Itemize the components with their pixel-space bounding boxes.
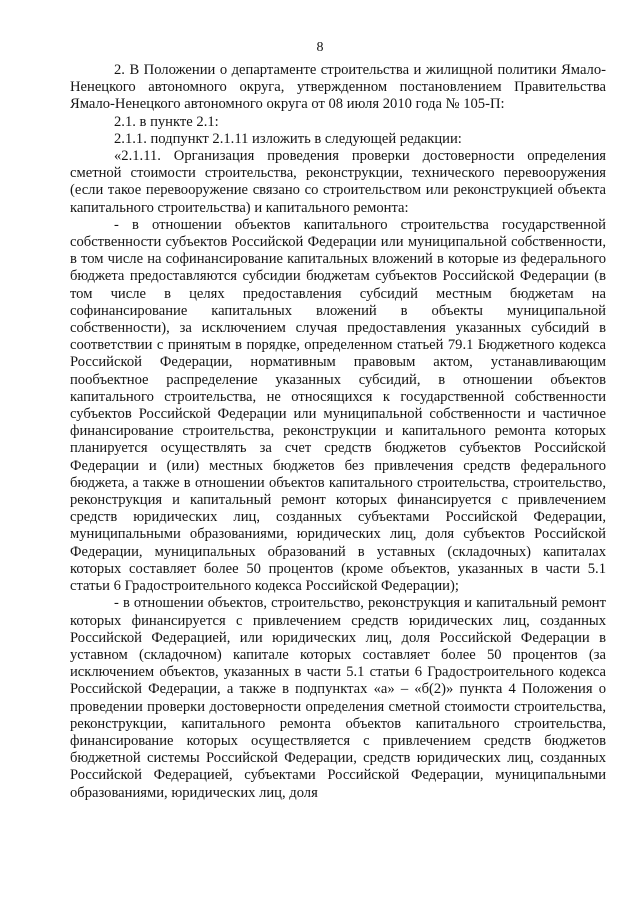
paragraph-bullet-2: - в отношении объектов, строительство, реконструкция и капитальный ремонт которых финансируется с привлечением средств юридических лиц, созданных Российской Федерацией, или юридических лиц, доля Российской Федерации в уставном (складочном) капитале которых составляет более 50 процентов (за исключением объектов, указанных в части 5.1 статьи 6 Градостроительного кодекса Российской Федерации, а также в подпунктах «а» – «б(2)» пункта 4 Положения о проведении проверки достоверности определения сметной стоимости строительства, реконструкции, капитального ремонта объектов капитального строительства, финансирование которых осуществляется с привлечением средств бюджетов бюджетной системы Российской Федерации, средств юридических лиц, созданных Российской Федерацией, субъектами Российской Федерации, муниципальными образованиями, юридических лиц, доля [70,595,606,801]
page-number: 8 [316,40,324,55]
paragraph-section-2: 2. В Положении о департаменте строительства и жилищной политики Ямало-Ненецкого автономного округа, утвержденном постановлением Правительства Ямало-Ненецкого автономного округа от 08 июля 2010 года № 105-П: [70,62,606,113]
document-body [70,62,606,802]
paragraph-item-2-1-1: 2.1.1. подпункт 2.1.11 изложить в следующей редакции: [114,130,462,147]
paragraph-item-2-1-11: «2.1.11. Организация проведения проверки достоверности определения сметной стоимости строительства, реконструкции, технического перевооружения (если такое перевооружение связано со строительством или реконструкцией объекта капитального строительства) и капитального ремонта: [70,148,606,216]
paragraph-item-2-1: 2.1. в пункте 2.1: [114,113,219,130]
paragraph-bullet-1: - в отношении объектов капитального строительства государственной собственности субъектов Российской Федерации или муниципальной собственности, в том числе на софинансирование капитальных вложений в которые из федерального бюджета предоставляются субсидии бюджетам субъектов Российской Федерации (в том числе в целях предоставления субсидий местным бюджетам на софинансирование капитальных вложений в объекты муниципальной собственности), за исключением случая предоставления указанных субсидий в соответствии с принятым в порядке, определенном статьей 79.1 Бюджетного кодекса Российской Федерации, нормативным правовым актом, устанавливающим пообъектное распределение указанных субсидий, в отношении объектов капитального строительства, не относящихся к государственной собственности субъектов Российской Федерации или муниципальной собственности и частичное финансирование строительства, реконструкции и капитального ремонта которых планируется осуществлять за счет средств бюджетов субъектов Российской Федерации и (или) местных бюджетов без привлечения средств федерального бюджета, а также в отношении объектов капитального строительства, строительство, реконструкция и капитальный ремонт которых финансируется с привлечением средств юридических лиц, созданных субъектами Российской Федерации, муниципальными образованиями, юридических лиц, доля субъектов Российской Федерации, муниципальных образований в уставных (складочных) капиталах которых составляет более 50 процентов (кроме объектов, указанных в части 5.1 статьи 6 Градостроительного кодекса Российской Федерации); [70,216,606,595]
